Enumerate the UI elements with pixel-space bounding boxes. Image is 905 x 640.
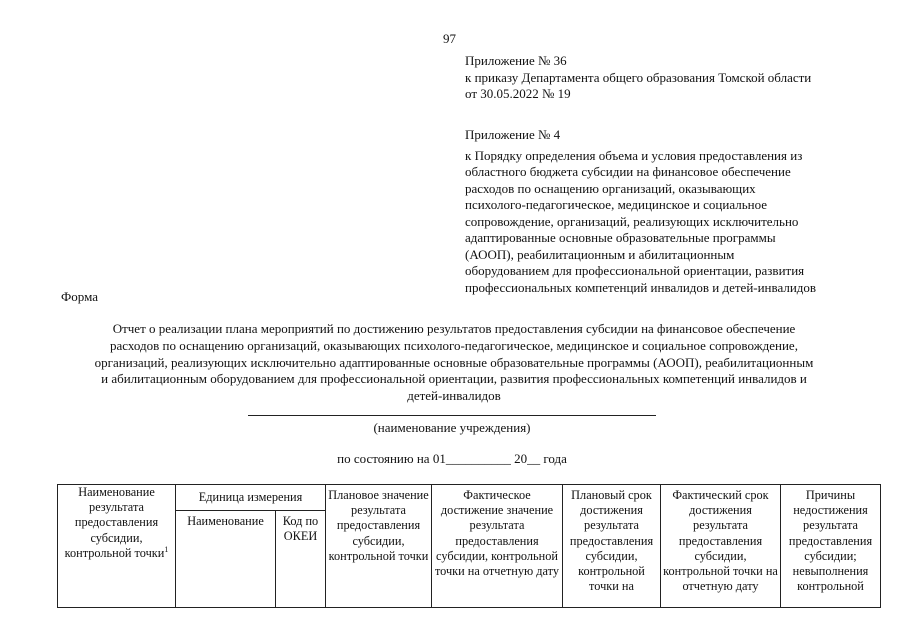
report-table [57, 484, 881, 608]
page-number: 97 [443, 31, 456, 46]
header-result-name-text: Наименование результата предоставления субсидии, контрольной точки [64, 485, 165, 560]
annex-4-line: сопровождение, организаций, реализующих исключительно [465, 213, 799, 229]
header-unit-group: Единица измерения [176, 485, 326, 511]
annex-4-line: расходов по оснащению организаций, оказывающих [465, 180, 756, 196]
report-title [58, 321, 850, 405]
footnote-marker: 1 [164, 544, 169, 554]
header-plan-date: Плановый срок достижения результата предоставления субсидии, контрольной точки на [563, 485, 661, 608]
annex-4-line: оборудованием для профессиональной ориентации, развития [465, 263, 805, 278]
annex-36-line: от 30.05.2022 № 19 [465, 86, 571, 101]
annex-4-line: адаптированные основные образовательные программы [465, 230, 776, 245]
header-okei-code: Код по ОКЕИ [276, 511, 326, 608]
report-title-line: и абилитационным оборудованием для профессиональной ориентации, развития профессиональных компетенций инвалидов и [101, 371, 807, 387]
annex-4-line: к Порядку определения объема и условия предоставления из [465, 147, 803, 163]
report-title-line: расходов по оснащению организаций, оказывающих психолого-педагогическое, медицинское и социальное сопровождение, [110, 337, 798, 353]
annex-4-line: профессиональных компетенций инвалидов и детей-инвалидов [465, 279, 817, 295]
organization-name-line [248, 415, 656, 416]
report-title-line: детей-инвалидов [407, 388, 501, 404]
annex-36-block [465, 53, 865, 103]
header-plan-value: Плановое значение результата предоставления субсидии, контрольной точки [326, 485, 432, 608]
annex-4-line: (АООП), реабилитационным и абилитационным [465, 246, 735, 262]
annex-4-title: Приложение № 4 [465, 127, 561, 142]
header-fact-value: Фактическое достижение значение результата предоставления субсидии, контрольной точки на отчетную дату [432, 485, 563, 608]
form-label: Форма [61, 289, 98, 304]
report-title-line: организаций, реализующих исключительно адаптированные основные образовательные программы (АООП), реабилитационным [94, 354, 814, 370]
annex-36-line: к приказу Департамента общего образования Томской области [465, 69, 812, 85]
organization-name-caption: (наименование учреждения) [373, 420, 531, 435]
header-result-name [58, 485, 176, 608]
header-reasons: Причины недостижения результата предоставления субсидии; невыполнения контрольной [781, 485, 881, 608]
annex-4-line: областного бюджета субсидии на финансовое обеспечение [465, 164, 791, 179]
header-fact-date: Фактический срок достижения результата предоставления субсидии, контрольной точки на отчетную дату [661, 485, 781, 608]
annex-4-line: психолого-педагогическое, медицинское и социальное [465, 197, 768, 212]
annex-36-line: Приложение № 36 [465, 53, 567, 68]
annex-4-block [465, 127, 865, 296]
as-of-date-line: по состоянию на 01__________ 20__ года [337, 451, 567, 466]
header-unit-name: Наименование [176, 511, 276, 608]
report-title-line: Отчет о реализации плана мероприятий по достижению результатов предоставления субсидии на финансовое обеспечение [112, 321, 796, 336]
